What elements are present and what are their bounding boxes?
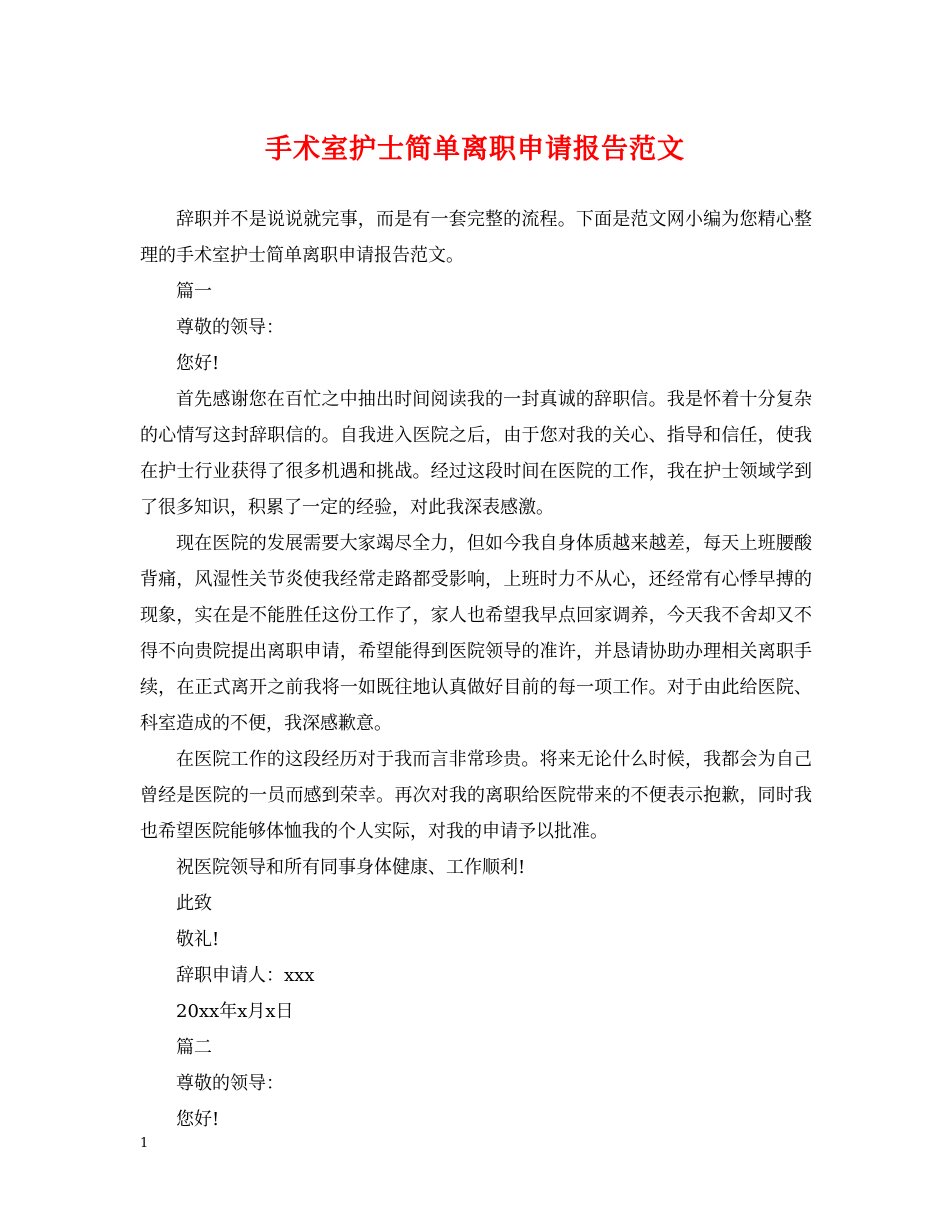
body-paragraph-2: 现在医院的发展需要大家竭尽全力，但如今我自身体质越来越差，每天上班腰酸背痛，风湿性关节炎使我经常走路都受影响，上班时力不从心，还经常有心悸早搏的现象，实在是不能胜任这份工作了，家人也希望我早点回家调养，今天我不舍却又不得不向贵院提出离职申请，希望能得到医院领导的准许，并恳请协助办理相关离职手续，在正式离开之前我将一如既往地认真做好目前的每一项工作。对于由此给医院、科室造成的不便，我深感歉意。 [140,533,812,734]
closing-line-1: 此致 [176,893,212,914]
closing-line-2: 敬礼! [176,929,220,950]
document-body [140,202,812,1138]
body-paragraph-3: 在医院工作的这段经历对于我而言非常珍贵。将来无论什么时候，我都会为自己曾经是医院的一员而感到荣幸。再次对我的离职给医院带来的不便表示抱歉，同时我也希望医院能够体恤我的个人实际，对我的申请予以批准。 [140,749,812,842]
date-line: 20xx年x月x日 [176,1001,294,1022]
salutation-2: 尊敬的领导： [176,1073,284,1094]
salutation: 尊敬的领导： [176,317,284,338]
wishes-line: 祝医院领导和所有同事身体健康、工作顺利! [176,857,526,878]
body-paragraph-1: 首先感谢您在百忙之中抽出时间阅读我的一封真诚的辞职信。我是怀着十分复杂的心情写这封辞职信的。自我进入医院之后，由于您对我的关心、指导和信任，使我在护士行业获得了很多机遇和挑战。经过这段时间在医院的工作，我在护士领域学到了很多知识，积累了一定的经验，对此我深表感激。 [140,389,812,518]
intro-paragraph: 辞职并不是说说就完事，而是有一套完整的流程。下面是范文网小编为您精心整理的手术室护士简单离职申请报告范文。 [140,209,812,266]
greeting-2: 您好! [176,1109,220,1130]
page-number: 1 [140,1136,149,1151]
document-title: 手术室护士简单离职申请报告范文 [265,134,685,165]
signature-line: 辞职申请人：xxx [176,965,315,986]
greeting: 您好! [176,353,220,374]
section-heading-1: 篇一 [176,281,212,302]
section-heading-2: 篇二 [176,1037,212,1058]
